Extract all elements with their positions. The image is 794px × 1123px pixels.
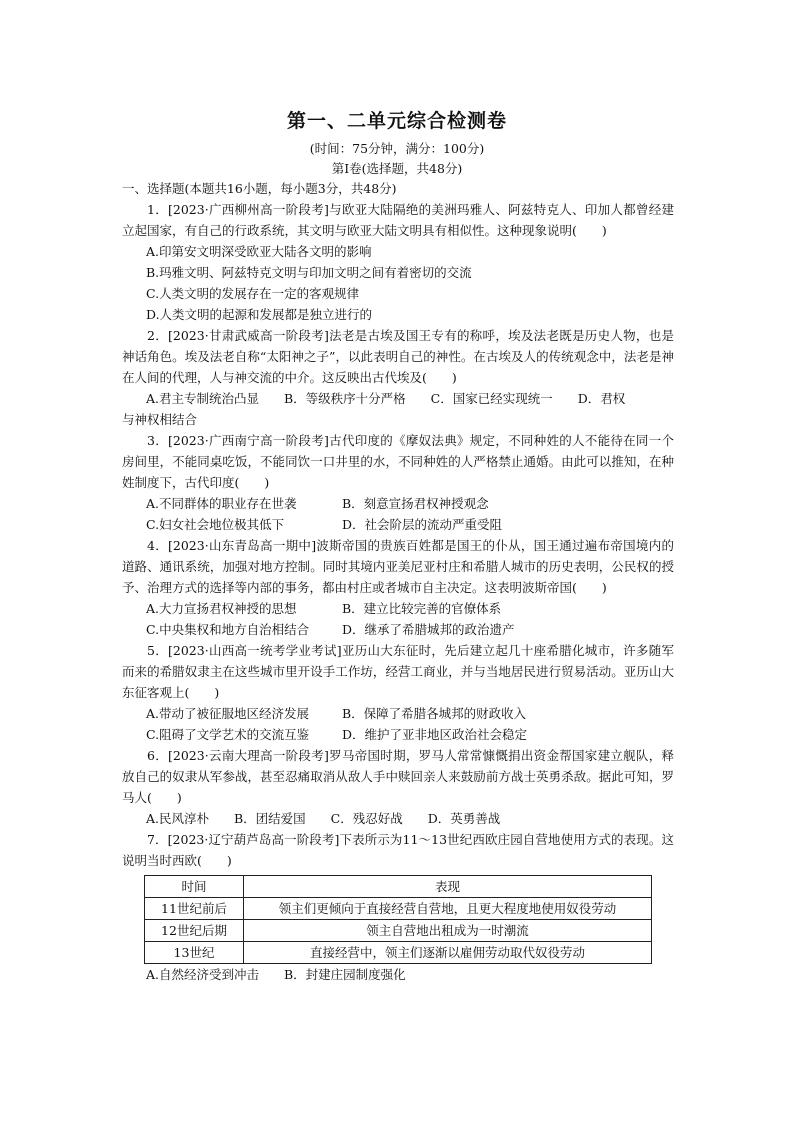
question-1-stem: 1．[2023·广西柳州高一阶段考]与欧亚大陆隔绝的美洲玛雅人、阿兹特克人、印加人都曾经建立起国家，有自己的行政系统，其文明与欧亚大陆文明具有相似性。这种现象说明( ) [122,202,674,238]
question-4-option-b: B．建立比较完善的官僚体系 [342,601,502,616]
question-1-option-a: A.印第安文明深受欧亚大陆各文明的影响 [146,244,372,259]
question-5-option-b: B．保障了希腊各城邦的财政收入 [342,706,527,721]
question-5-stem: 5．[2023·山西高一统考学业考试]亚历山大东征时，先后建立起几十座希腊化城市，许多随军而来的希腊奴隶主在这些城市里开设手工作坊，经营工商业，并与当地居民进行贸易活动。亚历山大东征客观上( ) [122,643,674,700]
table-row [145,920,652,942]
page-title: 第一、二单元综合检测卷 [286,110,507,132]
question-5-options-row-2 [122,724,674,745]
question-3-stem: 3．[2023·广西南宁高一阶段考]古代印度的《摩奴法典》规定，不同种姓的人不能待在同一个房间里，不能同桌吃饭，不能同饮一口井里的水，不同种姓的人严格禁止通婚。由此可以推知，在种姓制度下，古代印度( ) [122,433,674,490]
question-3-option-c: C.妇女社会地位极其低下 [146,517,285,532]
table-header-performance: 表现 [244,876,652,898]
question-7-stem: 7．[2023·辽宁葫芦岛高一阶段考]下表所示为11～13世纪西欧庄园自营地使用方式的表现。这说明当时西欧( ) [122,832,674,868]
question-5-option-c: C.阻碍了文学艺术的交流互鉴 [146,727,310,742]
question-1-option-d: D.人类文明的起源和发展都是独立进行的 [146,307,373,322]
question-4-option-c: C.中央集权和地方自治相结合 [146,622,310,637]
part-title: 第Ⅰ卷(选择题，共48分) [331,161,463,176]
question-4-stem: 4．[2023·山东青岛高一期中]波斯帝国的贵族百姓都是国王的仆从，国王通过遍布帝国境内的道路、通讯系统，加强对地方控制。同时其境内亚美尼亚村庄和希腊人城市的历史表明，公民权的授予、治理方式的选择等内部的事务，都由村庄或者城市自主决定。这表明波斯帝国( ) [122,538,674,595]
table-cell-time: 11世纪前后 [145,898,244,920]
question-2-options-continued: 与神权相结合 [122,412,198,427]
question-4-options-row-2 [122,619,674,640]
question-4-options-row-1 [122,598,674,619]
table-row [145,942,652,964]
question-1-option-c: C.人类文明的发展存在一定的客观规律 [146,286,360,301]
table-header-time: 时间 [145,876,244,898]
question-3-option-a: A.不同群体的职业存在世袭 [146,496,297,511]
table-header-row [145,876,652,898]
question-3-option-b: B．刻意宣扬君权神授观念 [342,496,489,511]
question-2-options: A.君主专制统治凸显 B．等级秩序十分严格 C．国家已经实现统一 D．君权 [146,391,626,406]
table-cell-performance: 领主们更倾向于直接经营自营地，且更大程度地使用奴役劳动 [244,898,652,920]
table-cell-performance: 领主自营地出租成为一时潮流 [244,920,652,942]
question-5-options-row-1 [122,703,674,724]
question-3-options-row-2 [122,514,674,535]
section-heading: 一、选择题(本题共16小题，每小题3分，共48分) [122,181,397,196]
question-5-option-d: D．维护了亚非地区政治社会稳定 [342,727,528,742]
table-cell-performance: 直接经营中，领主们逐渐以雇佣劳动取代奴役劳动 [244,942,652,964]
table-row [145,898,652,920]
question-6-options: A.民风淳朴 B．团结爱国 C．残忍好战 D．英勇善战 [146,811,501,826]
question-7-table [144,875,652,964]
question-4-option-d: D．继承了希腊城邦的政治遗产 [342,622,515,637]
time-info: (时间：75分钟，满分：100分) [309,141,485,156]
question-7-options: A.自然经济受到冲击 B．封建庄园制度强化 [146,967,406,982]
question-6-stem: 6．[2023·云南大理高一阶段考]罗马帝国时期，罗马人常常慷慨捐出资金帮国家建立舰队，释放自己的奴隶从军参战，甚至忍痛取消从敌人手中赎回亲人来鼓励前方战士英勇杀敌。据此可知，罗马人( ) [122,748,674,805]
table-cell-time: 13世纪 [145,942,244,964]
table-cell-time: 12世纪后期 [145,920,244,942]
question-4-option-a: A.大力宣扬君权神授的思想 [146,601,297,616]
question-3-options-row-1 [122,493,674,514]
question-5-option-a: A.带动了被征服地区经济发展 [146,706,310,721]
question-1-option-b: B.玛雅文明、阿兹特克文明与印加文明之间有着密切的交流 [146,265,472,280]
question-3-option-d: D．社会阶层的流动严重受阻 [342,517,503,532]
question-2-stem: 2．[2023·甘肃武威高一阶段考]法老是古埃及国王专有的称呼，埃及法老既是历史人物，也是神话角色。埃及法老自称“太阳神之子”，以此表明自己的神性。在古埃及人的传统观念中，法老是神在人间的代理，人与神交流的中介。这反映出古代埃及( ) [122,328,674,385]
question-body [122,178,674,985]
